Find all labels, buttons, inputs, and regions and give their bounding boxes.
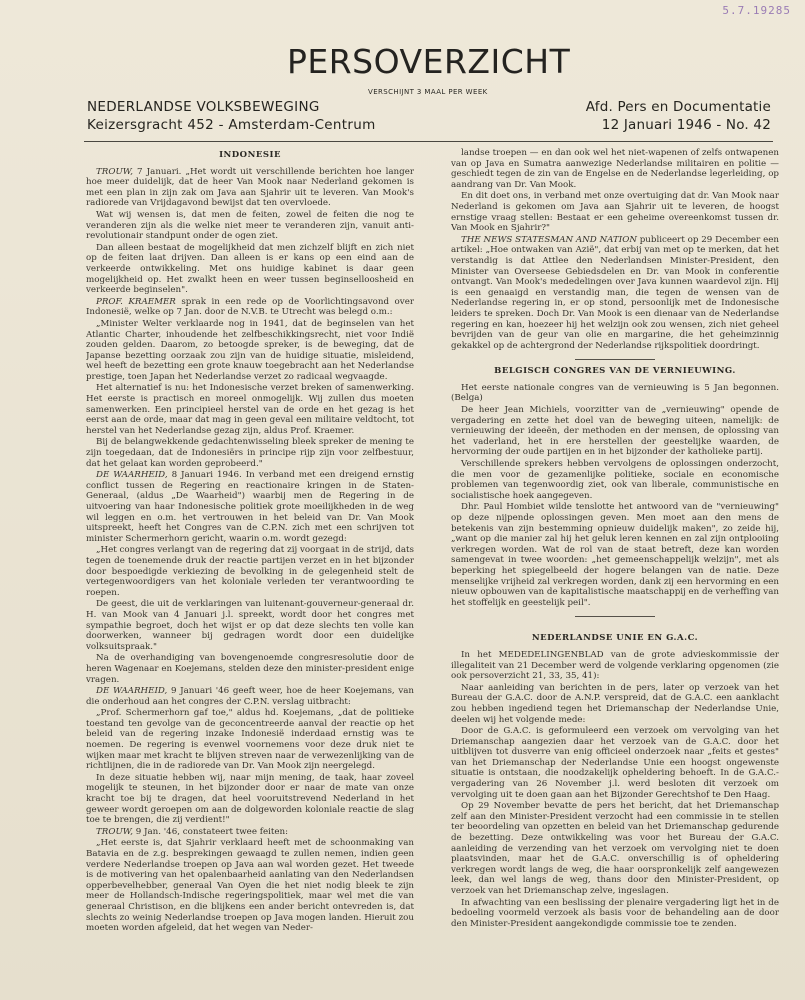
- paragraph-text: sprak in een rede op de Voorlichtingsavond over Indonesië, welke op 7 Jan. door de N.V.B. te Utrecht was belegd o.m.:: [86, 296, 414, 318]
- header-rule: [84, 141, 773, 142]
- article-paragraph: [451, 726, 779, 800]
- article-paragraph: [86, 319, 414, 383]
- article-paragraph: [86, 773, 414, 826]
- paragraph-text: En dit doet ons, in verband met onze overtuiging dat dr. Van Mook naar Nederland is gekomen om Java aan Sjahrir uit te leveren, de hoogst ernstige vraag stellen: Bestaat er een geheime overeenkomst tussen dr. Van Mook en Sjahrir?": [451, 191, 779, 234]
- article-paragraph: [86, 243, 414, 296]
- article-paragraph: [86, 437, 414, 469]
- article-paragraph: [86, 599, 414, 652]
- article-paragraph: [86, 686, 414, 707]
- paragraph-text: Dan alleen bestaat de mogelijkheid dat men zichzelf blijft en zich niet op de feiten laat drijven. Dan alleen is er kans op een eind aan de verkeerde ontwikkeling. Met ons huidige kabinet is daar geen mogelijkheid op. Het zwalkt heen en weer tussen beginselloosheid en verkeerde beginselen".: [86, 242, 414, 296]
- paragraph-text: Verschillende sprekers hebben vervolgens de oplossingen onderzocht, die men voor de gezamenlijke politieke, sociale en economische problemen van tegenwoordig ziet, ook van liberale, communistische en socialistische hoek aangegeven.: [451, 459, 779, 501]
- paragraph-source: TROUW,: [96, 166, 133, 177]
- paragraph-text: „Het eerste is, dat Sjahrir verklaard heeft met de schoonmaking van Batavia en de z.g. besprekingen gewaagd te zullen nemen, indien geen verdere Nederlandse troepen op Java aan wal worden gezet. Het tweede is de motivering van het opalenbaarheid aanlating van den Nederlandsen opperbevelhebber, generaal Van Oyen die het niet nodig bleek te zijn meer de Hollandsch-Indische regeringspolitiek, maar wel met die van generaal Christison, en die blijkens een ander bericht ontevreden is, dat slechts zo weinig Nederlandse troepen op Java mogen landen. Hieruit zou moeten worden afgeleid, dat het wegen van Neder-: [86, 838, 414, 934]
- section-heading-nederlandse-unie: NEDERLANDSE UNIE EN G.A.C.: [531, 633, 699, 644]
- paragraph-text: landse troepen — en dan ook wel het niet-wapenen of zelfs ontwapenen van op Java en Sumatra aanwezige Nederlandse militairen en politie — geschiedt tegen de zin van de Engelse en de Nederlandse legerleiding, op aandrang van Dr. Van Mook.: [451, 148, 779, 190]
- archive-stamp: 5.7.19285: [722, 4, 791, 17]
- paragraph-text: „Het congres verlangt van de regering dat zij voorgaat in de strijd, dats tegen de toenemende druk der reactie partijen verzet en in het bijzonder door bespoedigde verkiezing de bevolking in de gelegenheid stelt de vertegenwoordigers van het koloniale verleden ter verantwoording te roepen.: [86, 545, 414, 598]
- article-paragraph: [451, 405, 779, 458]
- article-paragraph: [451, 191, 779, 233]
- article-paragraph: [86, 210, 414, 242]
- paragraph-text: Het eerste nationale congres van de vernieuwing is 5 Jan begonnen. (Belga): [451, 382, 779, 404]
- article-paragraph: [86, 470, 414, 544]
- paragraph-text: publiceert op 29 December een artikel: „Hoe ontwaken van Azië", dat erbij van met op te merken, dat het verstandig is dat Attlee den Nederlandsen Minister-President, den Minister van Overseese Gebiedsdelen en Dr. van Mook in conferentie ontvangt. Van Mook's mededelingen over Java kunnen waardevol zijn. Hij is een genaaigd en verstandig man, die tegen de wensen van de Nederlandse regering in, er op stond, persoonlijk met de Indonesische leiders te spreken. Doch Dr. Van Mook is een dienaar van de Nederlandse regering en kan, hoezeer hij het welzijn ook zou wensen, zich niet geheel bevrijden van de geur van olie en margarine, die het geheimzinnig gekakkel op de achtergrond der Nederlandse rijkspolitiek doordringt.: [451, 234, 779, 351]
- organization-block: [87, 98, 376, 134]
- article-paragraph: [86, 827, 414, 838]
- paragraph-text: Bij de belangwekkende gedachtenwisseling bleek spreker de mening te zijn toegedaan, dat de Indonesiërs in principe rijp zijn voor zelfbestuur, dat het gelaat kan worden geprobeerd.": [86, 437, 414, 469]
- paragraph-text: 9 Jan. '46, constateert twee feiten:: [135, 826, 289, 837]
- paragraph-source: DE WAARHEID,: [96, 686, 168, 697]
- paragraph-text: 9 Januari '46 geeft weer, hoe de heer Koejemans, van die onderhoud aan het congres der C.P.N. verslag uitbracht:: [86, 686, 414, 707]
- section-heading-belgisch-congres: BELGISCH CONGRES VAN DE VERNIEUWING.: [494, 366, 736, 377]
- article-paragraph: [451, 801, 779, 896]
- article-paragraph: [451, 502, 779, 608]
- newsletter-title: PERSOVERZICHT: [287, 42, 571, 81]
- article-paragraph: [86, 708, 414, 772]
- paragraph-text: Dhr. Paul Hombiet wilde tenslotte het antwoord van de "vernieuwing" op deze nijpende oplossingen geven. Men moet aan den mens de betekenis van zijn bestemming opnieuw duidelijk maken", zo zeide hij, „want op die manier zal hij het geluk leren kennen en zal zijn ontplooiing verkregen worden. Wat de rol van de staat betreft, deze kan worden samengevat in twee woorden: „het gemeenschappelijk welzijn", met als beperking het spiegelbeeld der hogere belangen van de natie. Deze menselijke vrijheid zal verkregen worden, dank zij een hervorming en een nieuw opbouwen van de kapitalistische maatschappij en de verheffing van het stoffelijk en geestelijk peil".: [451, 502, 779, 608]
- article-paragraph: [86, 653, 414, 685]
- department-block: [586, 98, 771, 134]
- paragraph-text: 7 Januari. „Het wordt uit verschillende berichten hoe langer hoe meer duidelijk, dat de heer Van Mook naar Nederland gekomen is met een plan in zijn zak om Java aan Sjahrir uit te leveren. Van Mook's radiorede van Vrijdagavond bewijst dat ten overvloede.: [86, 166, 414, 209]
- left-paragraphs: [86, 167, 414, 934]
- right-column: [451, 148, 779, 982]
- paragraph-text: „Prof. Schermerhorn gaf toe," aldus hd. Koejemans, „dat de politieke toestand ten gevolge van de geconcentreerde aanval der reactie op het beleid van de regering inzake Indonesië inderdaad ernstig was te noemen. De regering is evenwel voornemens voor deze druk niet te wijken maar met kracht te blijven streven naar de verwezenlijking van de richtlijnen, die in de radiorede van Dr. Van Mook zijn neergelegd.: [86, 708, 414, 772]
- paragraph-source: THE NEWS STATESMAN AND NATION: [461, 234, 637, 245]
- nederlandse-unie-paragraphs: [451, 650, 779, 929]
- article-paragraph: [451, 898, 779, 930]
- section-separator: [575, 359, 655, 360]
- paragraph-source: DE WAARHEID,: [96, 470, 168, 481]
- article-paragraph: [451, 235, 779, 352]
- paragraph-text: Het alternatief is nu: het Indonesische verzet breken of samenwerking. Het eerste is practisch en moreel onmogelijk. Wij zullen dus moeten samenwerken. Een principieel herstel van de orde en het gezag is het eerst aan de orde, maar dat mag in geen geval een militaire veldtocht, tot herstel van het Nederlandse gezag zijn, aldus Prof. Kraemer.: [86, 383, 414, 436]
- article-paragraph: [86, 545, 414, 598]
- paragraph-text: Door de G.A.C. is geformuleerd een verzoek om vervolging van het Driemanschap aangezien daar het verzoek van de G.A.C. door het uitblijven tot dusverre van enig officieel onderzoek naar „feits et gestes" van het Driemanschap der Nederlandse Unie een hoogst ongewenste situatie is ontstaan, die noodzakelijk opheldering behoeft. In de G.A.C.-vergadering van 26 November j.l. werd besloten dit verzoek om vervolging uit te doen gaan aan het Bijzonder Gerechtshof te Den Haag.: [451, 726, 779, 800]
- newsletter-subtitle: VERSCHIJNT 3 MAAL PER WEEK: [368, 88, 488, 96]
- paragraph-text: De heer Jean Michiels, voorzitter van de „vernieuwing" opende de vergadering en zette het doel van de beweging uiteen, namelijk: de vernieuwing der ideeën, der methoden en der mensen, de oplossing van het vaderland, het in ere herstellen der geestelijke waarden, de hervorming der oude partijen en in het bijzonder der katholieke partij.: [451, 405, 779, 458]
- department-name: Afd. Pers en Documentatie: [585, 99, 771, 115]
- organization-name: NEDERLANDSE VOLKSBEWEGING: [87, 99, 320, 115]
- article-paragraph: [451, 383, 779, 404]
- paragraph-text: Naar aanleiding van berichten in de pers, later op verzoek van het Bureau der G.A.C. door de A.N.P. verspreid, dat de G.A.C. een aanklacht zou hebben ingediend tegen het Driemanschap der Nederlandse Unie, deelen wij het volgende mede:: [451, 682, 779, 725]
- paragraph-source: PROF. KRAEMER: [96, 296, 176, 307]
- article-paragraph: [86, 167, 414, 209]
- paragraph-text: In deze situatie hebben wij, naar mijn mening, de taak, haar zoveel mogelijk te steunen, in het bijzonder door er naar de mate van onze kracht toe bij te dragen, dat heel vooruitstrevend Nederland in het geweer wordt geroepen om aan de dolgeworden koloniale reactie de slag toe te brengen, die zij verdient!": [86, 772, 414, 826]
- paragraph-text: Wat wij wensen is, dat men de feiten, zowel de feiten die nog te veranderen zijn als die welke niet meer te veranderen zijn, vanuit anti-revolutionair standpunt onder de ogen ziet.: [86, 209, 414, 242]
- organization-address: Keizersgracht 452 - Amsterdam-Centrum: [87, 117, 376, 133]
- paragraph-text: De geest, die uit de verklaringen van luitenant-gouverneur-generaal dr. H. van Mook van 4 Januari j.l. spreekt, wordt door het congres met sympathie begroet, doch het wijst er op dat deze slechts ten volle kan doorwerken, wanneer bij gedragen wordt door een duidelijke volksuitspraak.": [86, 599, 414, 652]
- article-paragraph: [86, 383, 414, 436]
- paragraph-text: Na de overhandiging van bovengenoemde congresresolutie door de heren Wagenaar en Koejemans, stelden deze den minister-president enige vragen.: [86, 653, 414, 685]
- paragraph-text: „Minister Welter verklaarde nog in 1941, dat de beginselen van het Atlantic Charter, inhoudende het zelfbeschikkingsrecht, niet voor Indië zouden gelden. Daarom, zo betoogde spreker, is de beweging, dat de Japanse bezetting oorzaak zou zijn van de huidige situatie, misleidend, wel heeft de bezetting een grote knauw toegebracht aan het Nederlandse prestige, toen Japan het Nederlandse verzet zo radicaal wegvaagde.: [86, 318, 414, 382]
- article-paragraph: [451, 683, 779, 725]
- paragraph-text: 8 Januari 1946. In verband met een dreigend ernstig conflict tussen de Regering en reactionaire kringen in de Staten-Generaal, (aldus „De Waarheid") waarbij men de Regering in de uitvoering van haar Indonesische politiek grote moeilijkheden in de weg wil leggen en o.m. het vertrouwen in het beleid van Dr. Van Mook uitspreekt, heeft het Congres van de C.P.N. zich met een schrijven tot minister Schermerhorn gericht, waarin o.m. wordt gezegd:: [86, 470, 414, 544]
- article-paragraph: [86, 838, 414, 933]
- article-paragraph: [451, 650, 779, 682]
- section-separator: [575, 616, 655, 617]
- paragraph-text: Op 29 November bevatte de pers het bericht, dat het Driemanschap zelf aan den Minister-President verzocht had een commissie in te stellen ter beoordeling van opzetten en beleid van het Driemanschap gedurende de bezetting. Deze ontwikkeling was voor het Bureau der G.A.C. aanleiding de verzending van het verzoek om vervolging niet te doen plaatsvinden, maar het de G.A.C. onverschillig is of opheldering verkregen wordt langs de weg, die haar oorspronkelijk zelf aangewezen leek, dan wel langs de weg, thans door den Minister-President, op verzoek van het Driemanschap zelve, ingeslagen.: [451, 801, 779, 896]
- paragraph-text: In het MEDEDELINGENBLAD van de grote advieskommissie der illegaliteit van 21 December werd de volgende verklaring opgenomen (zie ook persoverzicht 21, 33, 35, 41):: [451, 649, 779, 682]
- paragraph-source: TROUW,: [96, 826, 133, 837]
- belgisch-congres-paragraphs: [451, 383, 779, 608]
- paragraph-text: In afwachting van een beslissing der plenaire vergadering ligt het in de bedoeling voormeld verzoek als basis voor de behandeling aan de door den Minister-President aangekondigde commissie toe te zenden.: [451, 897, 779, 929]
- article-paragraph: [86, 297, 414, 318]
- section-heading-indonesie: INDONESIE: [219, 150, 281, 160]
- right-intro-paragraphs: [451, 148, 779, 351]
- article-paragraph: [451, 459, 779, 501]
- article-paragraph: [451, 148, 779, 190]
- left-column: [86, 148, 414, 982]
- issue-date: 12 Januari 1946 - No. 42: [601, 117, 771, 133]
